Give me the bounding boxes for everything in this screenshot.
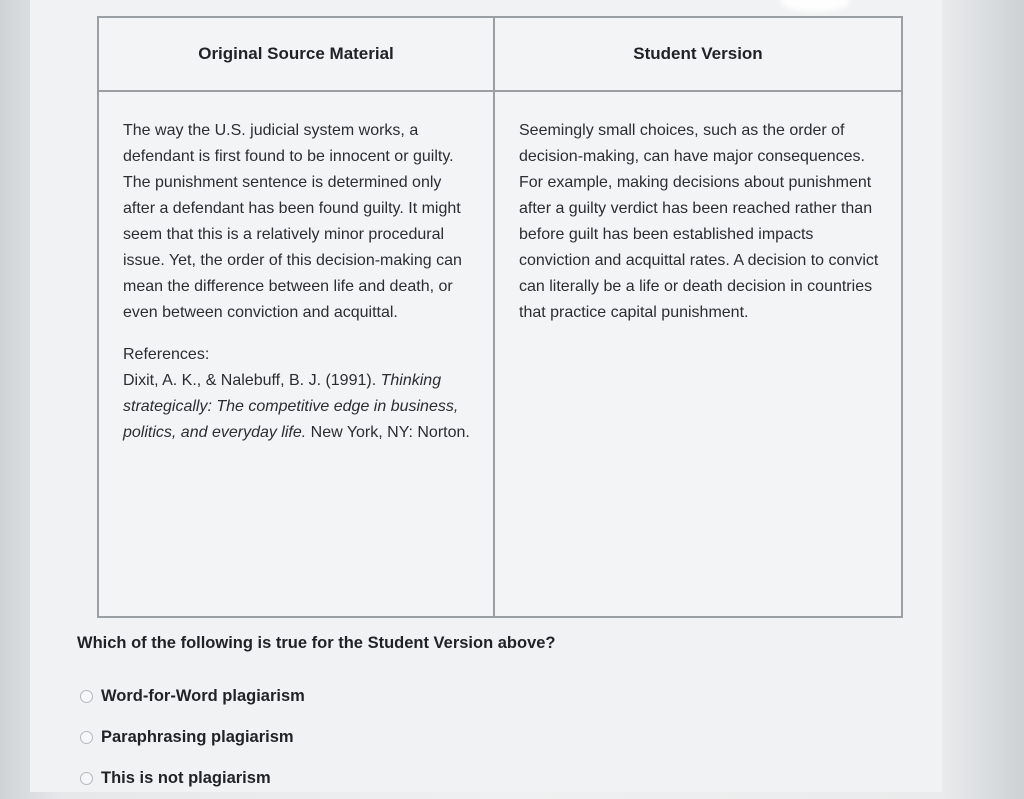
references-title: References: bbox=[123, 346, 210, 363]
radio-button[interactable] bbox=[80, 690, 93, 703]
radio-button[interactable] bbox=[80, 731, 93, 744]
option-label[interactable]: This is not plagiarism bbox=[101, 769, 271, 787]
student-version-cell bbox=[494, 91, 902, 617]
citation-publisher: New York, NY: Norton. bbox=[306, 424, 470, 441]
question-prompt: Which of the following is true for the Student Version above? bbox=[77, 634, 556, 652]
citation-authors: Dixit, A. K., & Nalebuff, B. J. (1991). bbox=[123, 372, 377, 389]
option-word-for-word[interactable] bbox=[80, 676, 305, 717]
answer-options bbox=[80, 676, 305, 799]
header-original-source: Original Source Material bbox=[98, 17, 494, 91]
citation-title: Thinking strategically: The competitive edge in business, politics, and everyday life. bbox=[123, 372, 459, 441]
option-label[interactable]: Paraphrasing plagiarism bbox=[101, 728, 294, 746]
option-label[interactable]: Word-for-Word plagiarism bbox=[101, 687, 305, 705]
original-source-text: The way the U.S. judicial system works, a defendant is first found to be innocent or guilty. The punishment sentence is determined only after a defendant has been found guilty. It might seem that this is a relatively minor procedural issue. Yet, the order of this decision-making can mean the difference between life and death, or even between conviction and acquittal. bbox=[123, 122, 462, 321]
comparison-table bbox=[97, 16, 903, 618]
option-not-plagiarism[interactable] bbox=[80, 758, 305, 799]
header-student-version: Student Version bbox=[494, 17, 902, 91]
student-version-text: Seemingly small choices, such as the order of decision-making, can have major consequences. For example, making decisions about punishment after a guilty verdict has been reached rather than before guilt has been established impacts conviction and acquittal rates. A decision to convict can literally be a life or death decision in countries that practice capital punishment. bbox=[519, 122, 879, 321]
original-source-cell bbox=[98, 91, 494, 617]
option-paraphrasing[interactable] bbox=[80, 717, 305, 758]
radio-button[interactable] bbox=[80, 772, 93, 785]
references bbox=[123, 342, 471, 446]
